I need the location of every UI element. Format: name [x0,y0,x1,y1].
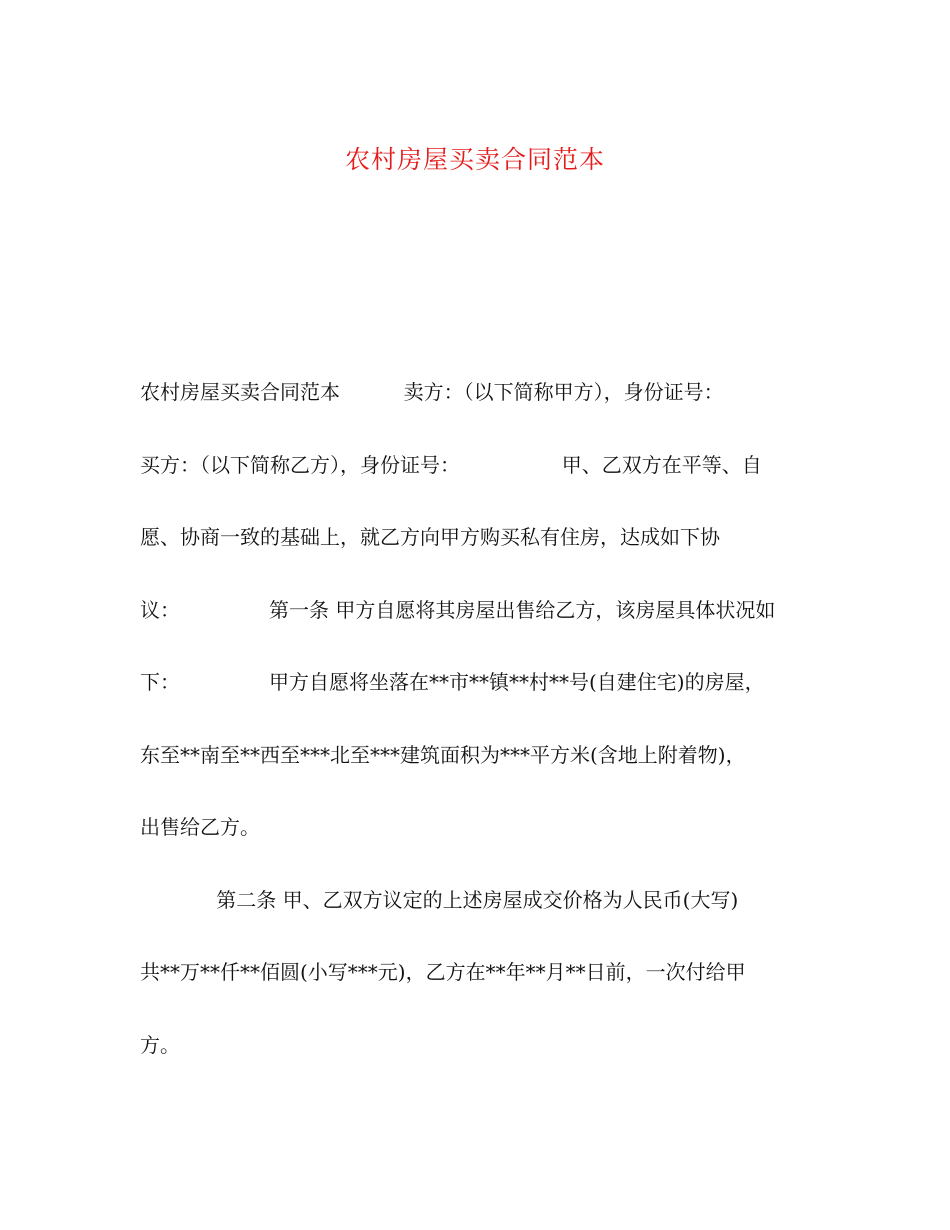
document-title: 农村房屋买卖合同范本 [344,145,605,174]
body-line-9: 共**万**仟**佰圆(小写***元)，乙方在**年**月**日前，一次付给甲 [140,960,746,984]
body-line-4: 议： 第一条 甲方自愿将其房屋出售给乙方，该房屋具体状况如 [140,598,776,622]
body-line-2: 买方：（以下简称乙方），身份证号： 甲、乙双方在平等、自 [140,453,762,477]
body-line-5: 下： 甲方自愿将坐落在**市**镇**村**号(自建住宅)的房屋， [140,670,765,694]
body-line-7: 出售给乙方。 [140,815,260,839]
body-line-3: 愿、协商一致的基础上，就乙方向甲方购买私有住房，达成如下协 [140,525,720,549]
body-line-8: 第二条 甲、乙双方议定的上述房屋成交价格为人民币(大写) [140,888,739,912]
body-line-6: 东至**南至**西至***北至***建筑面积为***平方米(含地上附着物)， [140,743,746,767]
body-line-1: 农村房屋买卖合同范本 卖方：（以下简称甲方），身份证号： [140,380,724,404]
body-line-10: 方。 [140,1033,180,1057]
